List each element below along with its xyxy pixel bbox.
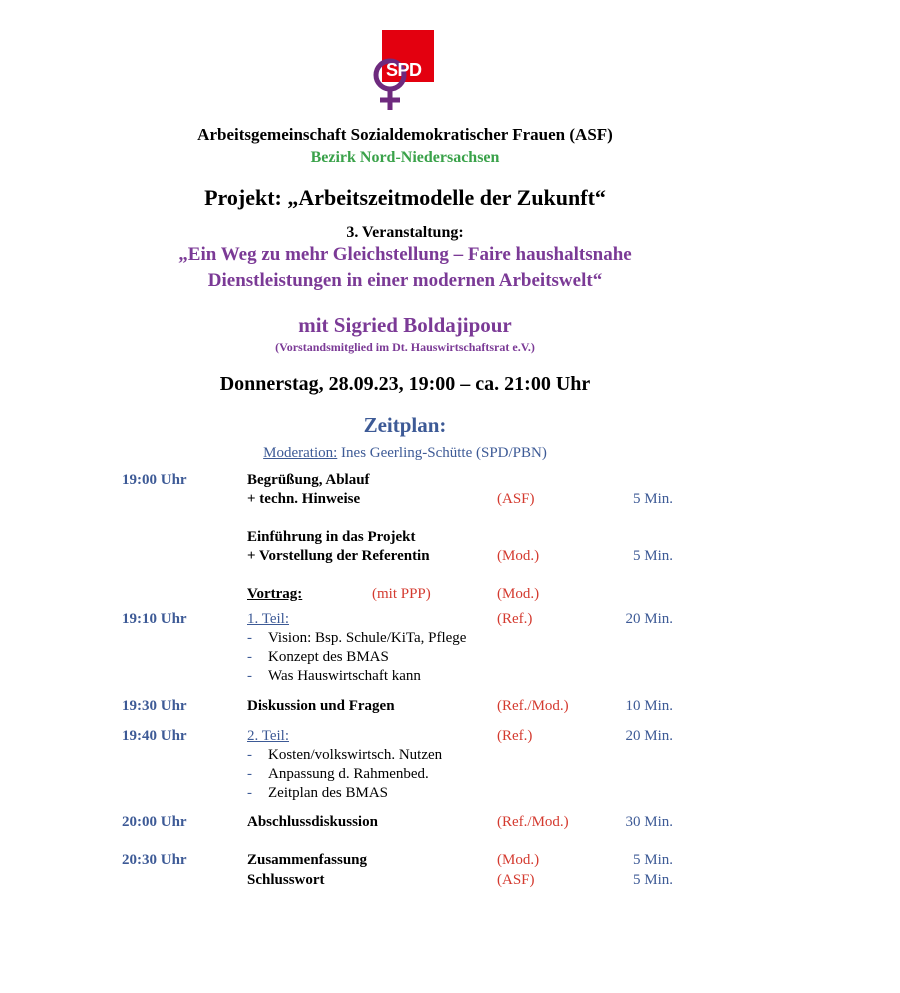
schedule-duration: 20 Min.: [625, 728, 673, 744]
list-item: - Konzept des BMAS: [247, 649, 389, 665]
schedule-item-title: Schlusswort: [247, 872, 325, 888]
schedule-responsible: (Mod.): [497, 586, 540, 602]
schedule-time: 20:00 Uhr: [122, 814, 187, 830]
organization-name: Arbeitsgemeinschaft Sozialdemokratischer Frauen (ASF): [197, 125, 613, 144]
schedule-time: 19:00 Uhr: [122, 472, 187, 488]
schedule-duration: 30 Min.: [625, 814, 673, 830]
schedule-time: 20:30 Uhr: [122, 852, 187, 868]
list-item: - Anpassung d. Rahmenbed.: [247, 766, 429, 782]
list-item: - Kosten/volkswirtsch. Nutzen: [247, 747, 443, 763]
lecture-note: (mit PPP): [372, 586, 431, 602]
event-date-time: Donnerstag, 28.09.23, 19:00 – ca. 21:00 Uhr: [219, 373, 591, 395]
schedule-duration: 5 Min.: [632, 852, 673, 868]
district-name: Bezirk Nord-Niedersachsen: [310, 149, 500, 166]
schedule-responsible: (Ref./Mod.): [497, 698, 569, 714]
moderation-value: Ines Geerling-Schütte (SPD/PBN): [337, 445, 547, 461]
schedule-responsible: (Ref.): [497, 611, 533, 627]
list-item: - Was Hauswirtschaft kann: [247, 668, 421, 684]
schedule-item-subtitle: + techn. Hinweise: [247, 491, 361, 507]
schedule-time: 19:10 Uhr: [122, 611, 187, 627]
schedule-title: Zeitplan:: [363, 413, 447, 437]
speaker-role: (Vorstandsmitglied im Dt. Hauswirtschaftsrat e.V.): [275, 340, 535, 354]
schedule-duration: 5 Min.: [632, 491, 673, 507]
schedule-duration: 10 Min.: [625, 698, 673, 714]
event-title-line1: „Ein Weg zu mehr Gleichstellung – Faire haushaltsnahe: [178, 244, 632, 265]
schedule-responsible: (Mod.): [497, 852, 540, 868]
list-item: - Vision: Bsp. Schule/KiTa, Pflege: [247, 630, 467, 646]
schedule-item-title: Diskussion und Fragen: [247, 698, 395, 714]
schedule-responsible: (Ref.): [497, 728, 533, 744]
speaker-name: mit Sigried Boldajipour: [298, 313, 512, 337]
schedule-responsible: (Ref./Mod.): [497, 814, 569, 830]
schedule-responsible: (ASF): [497, 491, 535, 507]
schedule-item-title: Zusammenfassung: [247, 852, 368, 868]
schedule-duration: 20 Min.: [625, 611, 673, 627]
schedule-duration: 5 Min.: [632, 548, 673, 564]
schedule-item-title: Begrüßung, Ablauf: [247, 472, 370, 488]
schedule-item-subtitle: + Vorstellung der Referentin: [247, 548, 430, 564]
project-title: Projekt: „Arbeitszeitmodelle der Zukunft“: [204, 185, 606, 210]
event-number: 3. Veranstaltung:: [346, 224, 464, 241]
asf-logo: [372, 30, 436, 114]
schedule-responsible: (Mod.): [497, 548, 540, 564]
schedule-item-title: Einführung in das Projekt: [247, 529, 416, 545]
list-item: - Zeitplan des BMAS: [247, 785, 388, 801]
schedule-time: 19:40 Uhr: [122, 728, 187, 744]
schedule-item-title: Abschlussdiskussion: [247, 814, 378, 830]
schedule-responsible: (ASF): [497, 872, 535, 888]
lecture-label: Vortrag:: [247, 586, 303, 602]
moderation-label: Moderation:: [263, 445, 338, 461]
event-title-line2: Dienstleistungen in einer modernen Arbeitswelt“: [207, 270, 603, 291]
schedule-duration: 5 Min.: [632, 872, 673, 888]
logo-text: SPD: [386, 60, 422, 80]
part-label: 2. Teil:: [247, 728, 290, 744]
schedule-time: 19:30 Uhr: [122, 698, 187, 714]
part-label: 1. Teil:: [247, 611, 290, 627]
moderation-line: [0, 445, 810, 462]
